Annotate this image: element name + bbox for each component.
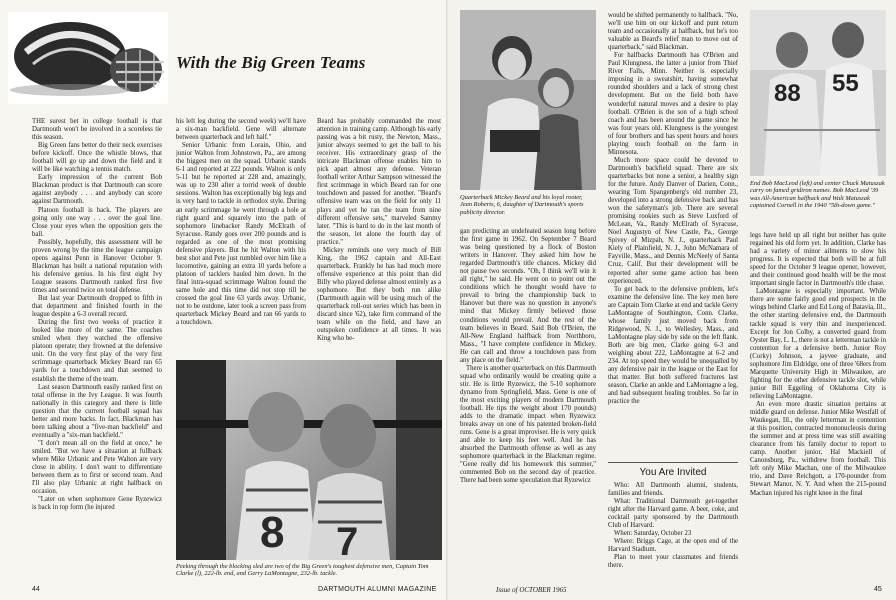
article-paragraph: Possibly, hopefully, this assessment will be proven wrong by the time the league campaign opens against Penn in Hanover October 9. Blackman has built a national reputation with his defensive genius. In his first eight Ivy League seasons Dartmouth ranked first five times and second twice on total defense. bbox=[32, 238, 162, 294]
article-paragraph: would be shifted permanently to halfback. "No, we'll use him on our kickoff and punt return team and occasionally at halfback, but he's too valuable as Beard's relief man to move out of quarterback," said Blackman. bbox=[608, 12, 738, 52]
article-paragraph: Mickey reminds one very much of Bill King, the 1962 captain and All-East quarterback. Frankly he has had much more offensive experience at this point than did Billy who played defense almost entirely as a sophomore. But they both run alike (Dartmouth again will be using much of the quarterback roll-out series which has been in discard since '62), take firm command of the team while on the field, and have an outspoken confidence at all times. It was King who be- bbox=[317, 246, 441, 343]
article-paragraph: "I don't mean all on the field at once," he smiled. "But we have a situation at fullback where Mike Urbanic and Pete Walton are very close in ability. I don't want to differentiate between them as to first or second team. And I'll also play Urbanic at right halfback on occasion. bbox=[32, 439, 162, 496]
jersey-number: 88 bbox=[774, 80, 801, 107]
page-number: 45 bbox=[874, 586, 882, 593]
article-paragraph: Much more space could be devoted to Dartmouth's backfield squad. There are six quarterbacks but none a senior, a healthy sign for the future. Andy Danver of Darien, Conn., wearing Tom Spangenberg's old number 23, developed into a strong defensive back and has won the safetyman's job. There are several promising rookies such as Steve Luxford of McLean, Va., Randy McElrath of Syracuse, Noel Augustyn of New Castle, Pa., George Spivey of Mizpah, N. J., quarterback Paul Kiely of Plainfield, N. J., John McNamara of Fayville, Mass., and Dennis McNeely of Santa Cruz, Calif. But their development will be reported after some game action has been experienced. bbox=[608, 156, 738, 285]
article-paragraph: "Later on when sophomore Gene Ryzewicz is back in top form (he injured bbox=[32, 496, 162, 512]
article-paragraph: For halfbacks Dartmouth has O'Brien and Paul Klungness, the latter a junior from Thief River Falls, Minn. Neither is especially imposing in a sweatshirt, having somewhat rounded shoulders and a lack of strong chest development. But on the field both have wonderful natural moves and a desire to play football. O'Brien is the son of a high school coach and has been around the game since he was four years old. Klungness is the youngest of four brothers and has spent hours and hours playing touch football on the farm in Minnesota. bbox=[608, 52, 738, 156]
article-column-6 bbox=[750, 232, 886, 580]
issue-date: Issue of OCTOBER 1965 bbox=[496, 586, 567, 594]
right-page bbox=[448, 0, 896, 600]
article-paragraph: Big Green fans better do their neck exercises before kickoff. Once the whistle blows, that football will go up and down the field and it will be like watching a tennis match. bbox=[32, 142, 162, 174]
invitation-body bbox=[608, 482, 738, 574]
photo-caption: Peeking through the blocking sled are two of the Big Green's toughest defensive men, Captain Tom Clarke (l), 222-lb. end, and Gerry LaMontagne, 232-lb. tackle. bbox=[176, 563, 429, 578]
article-paragraph: THE surest bet in college football is that Dartmouth won't be involved in a scoreless tie this season. bbox=[32, 118, 162, 142]
article-paragraph: Platoon football is back. The players are going only one way . . . over the goal line. Close your eyes when the opposition gets the ball. bbox=[32, 206, 162, 238]
article-paragraph: Early impression of the current Bob Blackman product is that Dartmouth can score against anybody . . . and anybody can score against Dartmouth. bbox=[32, 174, 162, 206]
article-column-2 bbox=[176, 118, 306, 354]
article-paragraph: Senior Urbanic from Lorain, Ohio, and junior Walton from Johnstown, Pa., are among the biggest men on the squad. Urbanic stands 6-1 and reported at 222 pounds. Walton is only 5-11 but he reported at 228 and, amazingly, was up to 230 after a torrid week of double sessions. Walton has exceptionally big legs and is very hard to tackle in orthodox style. During an early scrimmage he went through a hole at right guard and squarely into the path of sophomore linebacker Randy McElrath of Syracuse. Randy goes over 200 pounds and is regarded as one of the most promising defensive players. But he hit Walton with his best shot and Pete just rumbled over him like a locomotive, gaining an extra 10 yards before a platoon of tacklers hauled him down. In the final intra-squad scrimmage Walton found the same hole and this time did not stop till he crossed the goal line 63 yards away. Urbanic, not to be outdone, later took a screen pass from quarterback Mickey Beard and ran 66 yards to a touchdown. bbox=[176, 142, 306, 327]
invitation-line: Plan to meet your classmates and friends there. bbox=[608, 554, 738, 570]
invitation-box bbox=[608, 462, 738, 585]
jersey-number: 7 bbox=[336, 520, 359, 560]
article-column-3 bbox=[317, 118, 441, 354]
article-paragraph: legs have held up all right but neither has quite regained his old form yet. In addition, Clarke has had a variety of minor ailments to slow his progress. It is expected that both will be at full speed for the October 9 league opener, however, and their continued good health will be the most important single factor in Dartmouth's title chase. bbox=[750, 232, 886, 288]
invitation-line: Where: Briggs Cage, at the open end of the Harvard Stadium. bbox=[608, 538, 738, 554]
players-photo bbox=[750, 10, 886, 176]
page-number: 44 bbox=[32, 586, 40, 593]
helmet-illustration bbox=[8, 12, 168, 104]
article-paragraph: During the first two weeks of practice it looked like more of the same. The coaches smiled when they watched the offensive platoon operate; they frowned at the defensive unit. On the very first play of the very first scrimmage quarterback Mickey Beard ran 65 yards for a touchdown and that seemed to establish the theme of the team. bbox=[32, 319, 162, 383]
invitation-line: What: Traditional Dartmouth get-together right after the Harvard game. A beer, coke, and cocktail party sponsored by the Dartmouth Club of Harvard. bbox=[608, 498, 738, 530]
article-paragraph: Last season Dartmouth easily ranked first on total offense in the Ivy League. It was fourth nationally in this category and there is little question that the current football squad has better and more backs. In fact, Blackman has been talking about a "five-man backfield" and eventually a "six-man backfield." bbox=[32, 383, 162, 439]
article-paragraph: But last year Dartmouth dropped to fifth in that department and finished fourth in the league despite a 6-3 overall record. bbox=[32, 295, 162, 319]
article-paragraph: There is another quarterback on this Dartmouth squad who ordinarily would be creating quite a stir. He is little Ryzewicz, the 5-10 sophomore dynamo from Springfield, Mass. Gene is one of the most exciting players of modern Dartmouth football. He tips the weight about 170 pounds) adds to the dramatic impact when Ryzewicz breaks away on one of his patented broken-field runs. Gene is a great improviser. He is very quick and able to keep his feet well. And he has absorbed the Dartmouth offense as well as any sophomore quarterback in the Blackman regime. "Gene really did his homework this summer," commented Bob on the second day of practice. There had been some speculation that Ryzewicz bbox=[460, 364, 596, 485]
article-paragraph: To get back to the defensive problem, let's examine the defensive line. The key men here are Captain Tom Clarke at end and tackle Gerry LaMontagne of Southington, Conn. Clarke, whose family just moved back from Ridgewood, N. J., to Wellesley, Mass., and LaMontagne play side by side on the left flank. Both are big men, Clarke going 6-3 and weighing about 222, LaMontagne at 6-2 and 234. At top speed they would be unequalled by any defensive pair in the league or the East for that matter. But both suffered fractures last season, Clarke an ankle and LaMontagne a leg, and had subsequent healing troubles. So far in practice the bbox=[608, 285, 738, 406]
defensive-men-photo bbox=[176, 360, 442, 560]
photo-caption: Quarterback Mickey Beard and his loyal rooter, Jean Roberts, 6, daughter of Dartmouth's sports publicity director. bbox=[460, 194, 584, 216]
article-column-5 bbox=[608, 12, 738, 446]
invitation-title: You Are Invited bbox=[639, 467, 707, 478]
invitation-line: When: Saturday, October 23 bbox=[614, 530, 692, 538]
jersey-number: 55 bbox=[832, 70, 859, 97]
article-column-4 bbox=[460, 228, 596, 580]
quarterback-photo bbox=[460, 10, 596, 190]
photo-caption: End Bob MacLeod (left) and center Chuck Matuszak carry on famed gridiron names. Bob MacLeod '39 was All-American halfback and Walt Matuszak captained Cornell in the 1940 "5th-down game." bbox=[750, 180, 885, 210]
article-column-1 bbox=[32, 118, 162, 578]
page-headline: With the Big Green Teams bbox=[176, 53, 366, 72]
jersey-number: 8 bbox=[260, 508, 285, 557]
article-paragraph: An even more drastic situation pertains at middle guard on defense. Junior Mike Westfall of Waukegan, Ill., the only letterman in contention at this position, contracted mononucleosis during the summer and at press time was still awaiting clearance from his family doctor to report to camp. Another junior, Hal Mackiell of Canonsburg, Pa., withdrew from football. This left only Mike Machan, one of the Milwaukee trio, and Dave Reichgott, a 170-pounder from Stewart Manor, N. Y. And when the 215-pound Machan injured his right knee in the final bbox=[750, 400, 886, 497]
article-paragraph: his left leg during the second week) we'll have a six-man backfield. Gene will alternate between quarterback and left half." bbox=[176, 118, 306, 142]
magazine-title: DARTMOUTH ALUMNI MAGAZINE bbox=[318, 586, 437, 593]
article-paragraph: gan predicting an undefeated season long before the first game in 1962. On September 7 Beard was being questioned by a flock of Boston writers in Hanover. They asked him how he regarded Dartmouth's title chances. Mickey did not pause two seconds. "Oh, I think we'll win it all right," he said. He went on to point out the conditions which he thought would have to prevail to bring the championship back to Hanover but there was no question in anyone's mind that Mickey firmly believed those conditions would prevail. And the rest of the team believes in Beard. Said Bob O'Brien, the All-New England halfback from Northboro, Mass., "I have complete confidence in Mickey. He can call and throw a touchdown pass from any place on the field." bbox=[460, 228, 596, 364]
invitation-line: Who: All Dartmouth alumni, students, families and friends. bbox=[608, 482, 738, 498]
article-paragraph: LaMontagne is especially important. While there are some fairly good end prospects in the wings behind Clarke and Ed Long of Batavia, Ill., the other starting defensive end, the Dartmouth tackle squad is very thin and inexperienced. Except for Jon Colby, a converted guard from Oyster Bay, L. I., there is not a letterman tackle in contention for a defensive berth. Junior Roy (Corky) Johnson, a jayvee graduate, and sophomore Jim Eldridge, one of three '68ers from Marquette University High in Milwaukee, are fighting for the other defensive tackle slot, while junior Bill Eggeling of Oklahoma City is relieving LaMontagne. bbox=[750, 288, 886, 400]
article-paragraph: Beard has probably commanded the most attention in training camp. Although his early passing was a bit rusty, the Newton, Mass., junior always seemed to get the ball to his receiver. His extraordinary grasp of the intricate Blackman offense enables him to pick apart almost any defense. Veteran football writer Arthur Sampson witnessed the first scrimmage in which Beard ran for one touchdown and passed for another. "Beard's offensive team was on the field for only 11 plays and yet he ran the team from nine different offensive sets," marveled Sammy later. "This is hard to do in the last month of the season, let alone the fourth day of practice." bbox=[317, 118, 441, 246]
